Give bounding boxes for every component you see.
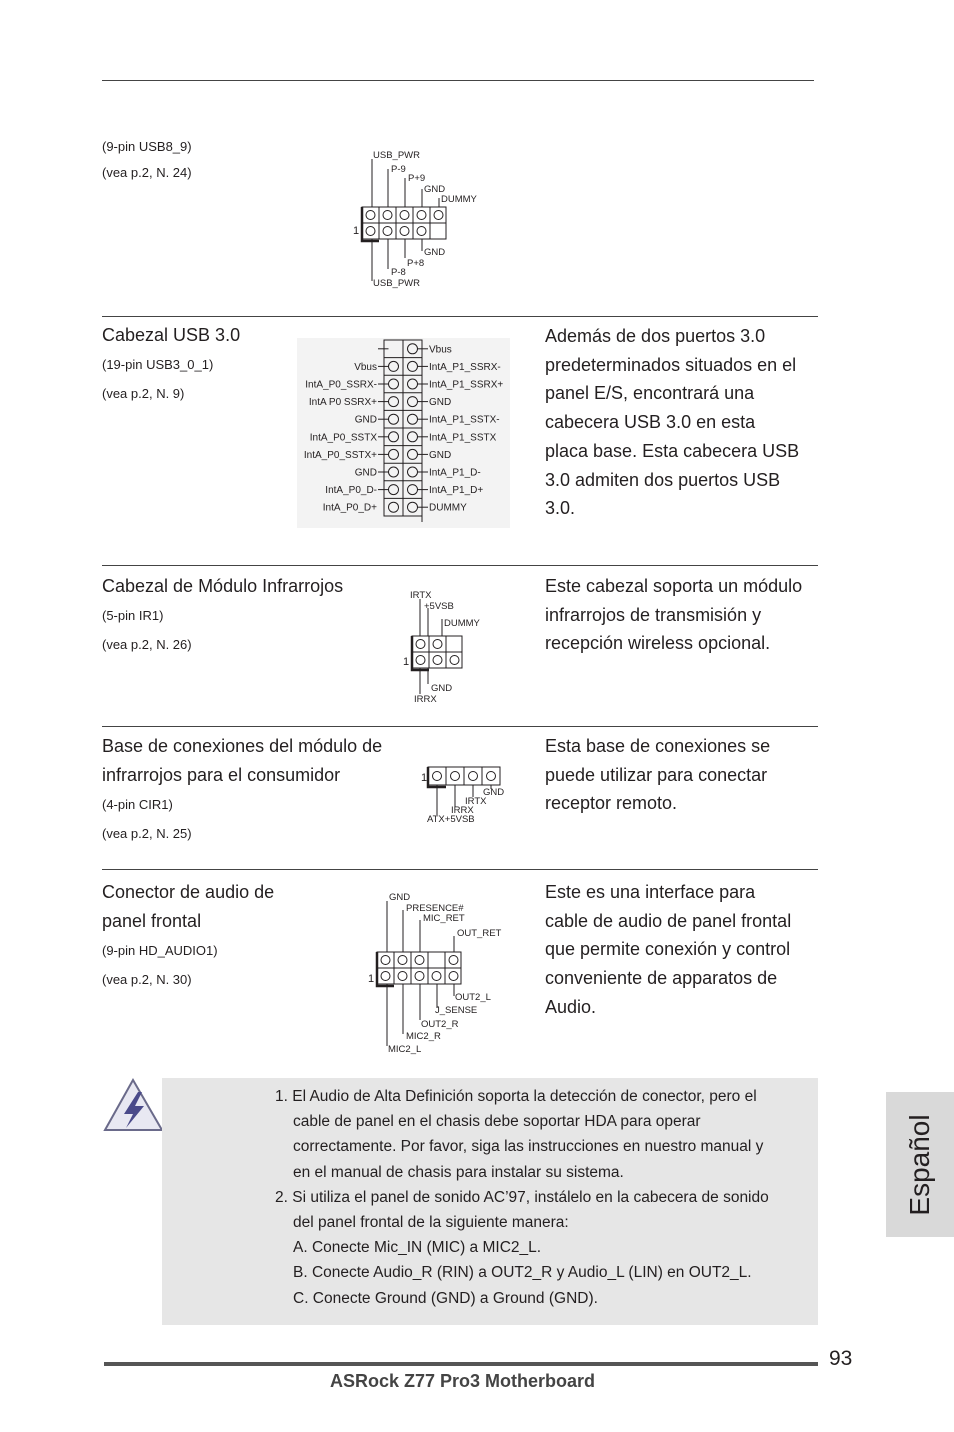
usb3-label-right: IntA_P1_D- (429, 467, 481, 479)
usb3-label-right: IntA_P1_D+ (429, 485, 484, 497)
cir-ref: (vea p.2, N. 25) (102, 826, 192, 841)
usb3-label-right: DUMMY (429, 502, 467, 514)
usb3-label-left: IntA_P0_D- (325, 485, 377, 497)
footer-product: ASRock Z77 Pro3 Motherboard (330, 1371, 596, 1391)
cir-label-0: GND (483, 787, 505, 798)
divider-1 (102, 316, 818, 317)
cir-desc-line: puede utilizar para conectar (545, 764, 768, 785)
usb3-pin-diagram (297, 338, 510, 528)
usb89-label-top-2: P+9 (408, 173, 426, 184)
audio-label-bottom-3: MIC2_R (406, 1031, 441, 1042)
usb89-label-top-0: USB_PWR (373, 150, 420, 161)
audio-label-bottom-0: OUT2_L (455, 992, 491, 1003)
usb3-label-left: IntA_P0_SSTX (309, 432, 377, 444)
audio-desc-line: Audio. (545, 996, 597, 1017)
ir-ref: (vea p.2, N. 26) (102, 637, 192, 652)
usb3-desc-line: Además de dos puertos 3.0 (545, 326, 766, 346)
ir-label-bottom-0: GND (431, 683, 453, 694)
divider-3 (102, 726, 818, 727)
usb3-label-left: GND (354, 414, 377, 426)
ir-label-top-1: +5VSB (424, 601, 454, 612)
audio-label-top-0: GND (389, 892, 411, 903)
audio-pin-diagram (365, 890, 515, 1060)
cir-pin-diagram (418, 763, 518, 827)
usb3-label-left: GND (354, 467, 377, 479)
audio-label-bottom-4: MIC2_L (388, 1044, 422, 1055)
usb3-desc-line: cabecera USB 3.0 en esta (545, 412, 756, 433)
usb3-spec: (19-pin USB3_0_1) (102, 357, 214, 372)
audio-label-top-2: MIC_RET (423, 913, 465, 924)
note-line: C. Conecte Ground (GND) a Ground (GND). (293, 1289, 598, 1307)
usb3-desc-line: placa base. Esta cabecera USB (545, 440, 800, 461)
audio-label-bottom-1: J_SENSE (435, 1005, 478, 1016)
cir-description (545, 732, 825, 818)
ir-pin-diagram (400, 586, 500, 706)
warning-icon (102, 1076, 166, 1134)
audio-spec: (9-pin HD_AUDIO1) (102, 943, 218, 958)
note-line: cable de panel en el chasis debe soportar HDA para operar (293, 1113, 701, 1131)
usb3-ref: (vea p.2, N. 9) (102, 386, 185, 401)
cir-desc-line: receptor remoto. (545, 793, 678, 814)
usb3-label-left: Vbus (354, 361, 377, 373)
usb89-label-top-1: P-9 (391, 164, 406, 175)
audio-ref: (vea p.2, N. 30) (102, 972, 192, 987)
note-line: correctamente. Por favor, siga las instrucciones en nuestro manual y (293, 1138, 764, 1156)
audio-label-top-1: PRESENCE# (406, 903, 464, 914)
audio-desc-line: Este es una interface para (545, 882, 756, 902)
usb3-label-left: IntA_P0_D+ (322, 502, 377, 514)
ir-desc-line: recepción wireless opcional. (545, 633, 771, 654)
cir-label-2: IRRX (451, 805, 474, 816)
cir-title-line-1: Base de conexiones del módulo de (102, 736, 383, 756)
usb89-pin-diagram (350, 145, 490, 291)
usb3-label-left: IntA_P0_SSTX+ (303, 449, 377, 461)
ir-desc-line: Este cabezal soporta un módulo (545, 576, 803, 596)
usb3-label-right: IntA_P1_SSTX (429, 432, 497, 444)
cir-pin1-marker: 1 (421, 772, 428, 784)
usb3-desc-line: predeterminados situados en el (545, 354, 797, 375)
audio-label-top-3: OUT_RET (457, 928, 502, 939)
divider-4 (102, 869, 818, 870)
usb89-label-bottom-3: USB_PWR (373, 278, 420, 289)
page-number: 93 (829, 1347, 853, 1370)
usb3-label-left: IntA P0 SSRX+ (308, 397, 377, 409)
audio-label-bottom-2: OUT2_R (421, 1019, 459, 1030)
usb89-pin1-marker: 1 (353, 225, 360, 237)
cir-desc-line: Esta base de conexiones se (545, 736, 771, 756)
note-line: en el manual de chasis para instalar su sistema. (293, 1163, 624, 1181)
cir-label-1: IRTX (465, 796, 487, 807)
usb89-spec: (9-pin USB8_9) (102, 139, 192, 154)
usb3-description (545, 322, 825, 523)
usb3-label-right: IntA_P1_SSRX+ (429, 379, 504, 391)
usb89-label-top-3: GND (424, 184, 446, 195)
language-tab-label: Español (904, 1113, 935, 1216)
note-line: 1. El Audio de Alta Definición soporta la detección de conector, pero el (275, 1088, 757, 1105)
audio-desc-line: conveniente de apparatos de (545, 968, 778, 989)
usb3-desc-line: panel E/S, encontrará una (545, 383, 755, 404)
cir-spec: (4-pin CIR1) (102, 797, 173, 812)
usb3-label-right: IntA_P1_SSRX- (429, 361, 501, 373)
ir-description (545, 572, 825, 658)
usb3-label-right: Vbus (429, 344, 452, 356)
note-line: A. Conecte Mic_IN (MIC) a MIC2_L. (293, 1239, 542, 1257)
usb3-title: Cabezal USB 3.0 (102, 325, 241, 345)
audio-desc-line: cable de audio de panel frontal (545, 910, 792, 931)
usb3-label-right: IntA_P1_SSTX- (429, 414, 500, 426)
audio-description (545, 878, 825, 1022)
audio-title-line-1: Conector de audio de (102, 882, 275, 902)
ir-label-top-0: IRTX (410, 590, 432, 601)
usb3-label-left: IntA_P0_SSRX- (305, 379, 377, 391)
usb89-label-bottom-0: GND (424, 247, 446, 258)
ir-spec: (5-pin IR1) (102, 608, 164, 623)
language-tab (886, 1092, 954, 1237)
cir-label-3: ATX+5VSB (427, 814, 475, 825)
usb3-desc-line: 3.0. (545, 498, 576, 519)
note-line: 2. Si utiliza el panel de sonido AC’97, instálelo en la cabecera de sonido (275, 1188, 769, 1206)
audio-desc-line: que permite conexión y control (545, 939, 791, 960)
ir-title: Cabezal de Módulo Infrarrojos (102, 576, 344, 596)
usb89-label-bottom-2: P-8 (391, 267, 406, 278)
ir-desc-line: infrarrojos de transmisión y (545, 604, 762, 625)
usb3-label-right: GND (429, 397, 452, 409)
audio-title-line-2: panel frontal (102, 911, 202, 931)
ir-pin1-marker: 1 (403, 656, 410, 668)
usb3-label-right: GND (429, 449, 452, 461)
usb3-desc-line: 3.0 admiten dos puertos USB (545, 469, 781, 490)
footer-rule (104, 1362, 818, 1366)
ir-label-bottom-1: IRRX (414, 694, 437, 705)
divider-2 (102, 565, 818, 566)
usb89-label-top-4: DUMMY (441, 194, 477, 205)
top-rule (102, 80, 814, 81)
note-line: B. Conecte Audio_R (RIN) a OUT2_R y Audio_L (LIN) en OUT2_L. (293, 1264, 752, 1282)
note-line: del panel frontal de la siguiente manera: (293, 1214, 569, 1231)
cir-title-line-2: infrarrojos para el consumidor (102, 765, 341, 785)
ir-label-top-2: DUMMY (444, 618, 480, 629)
usb89-ref: (vea p.2, N. 24) (102, 165, 192, 180)
usb89-label-bottom-1: P+8 (407, 258, 425, 269)
audio-pin1-marker: 1 (368, 973, 375, 985)
